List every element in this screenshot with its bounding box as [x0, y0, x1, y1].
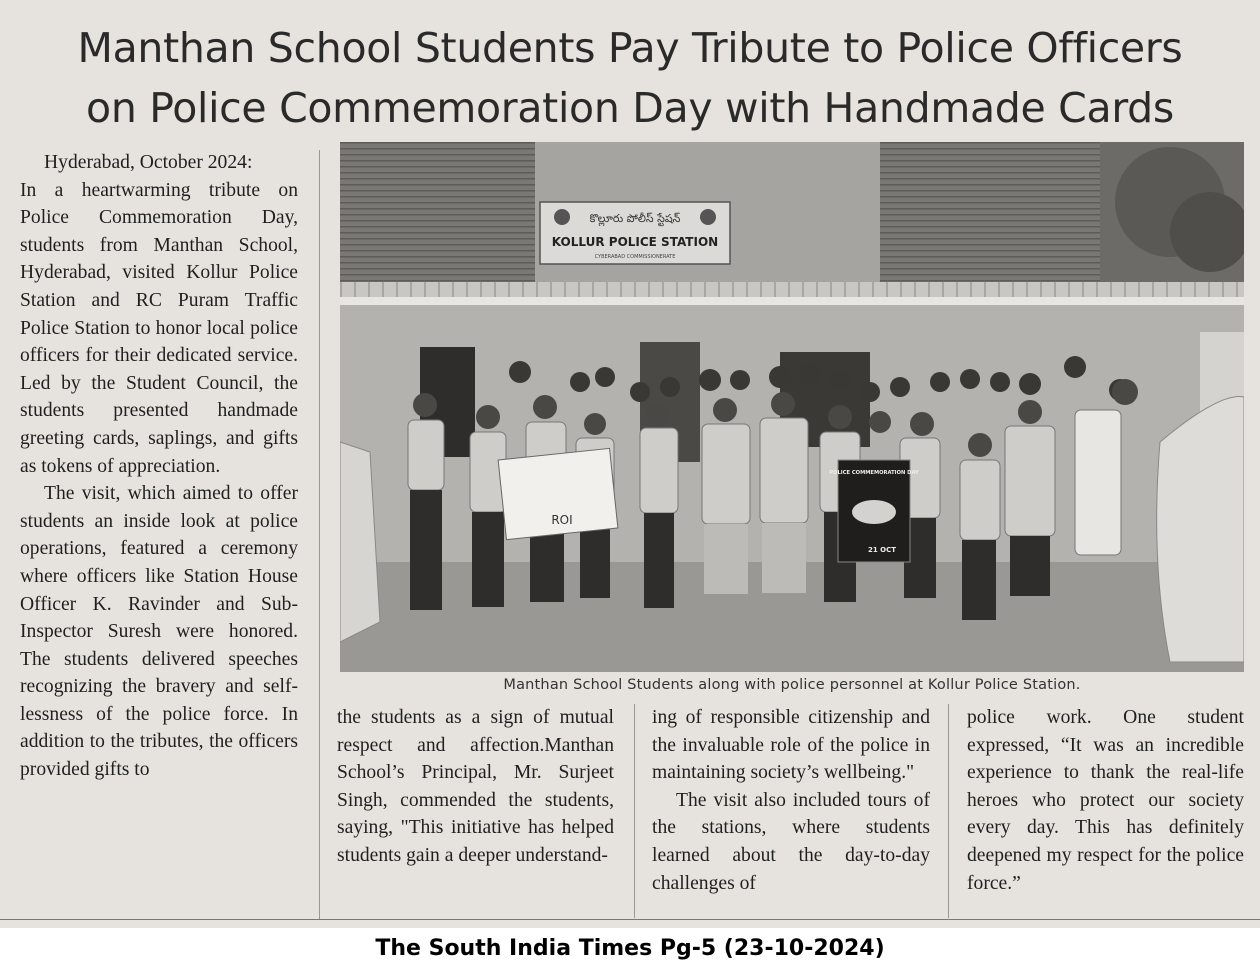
sign-script-text: కొల్లూరు పోలీస్ స్టేషన్ — [589, 212, 681, 225]
column-rule — [319, 150, 320, 920]
photo-illustration — [340, 142, 1244, 672]
photo-caption: Manthan School Students along with police personnel at Kollur Police Station. — [503, 677, 1081, 693]
article-paragraph-1: In a heartwarming tribute on Police Commemoration Day, students from Manthan School, Hyderabad, visited Kollur Police Station and RC Puram Traffic Police Station to honor local police officers for their dedicated service. Led by the Student Council, the students presented handmade greeting cards, saplings, and gifts as tokens of appreciation. — [20, 179, 298, 477]
article-column-2 — [337, 704, 614, 870]
article-column-1 — [20, 149, 298, 784]
clipping-border — [0, 919, 1260, 920]
sign-name-text: KOLLUR POLICE STATION — [551, 235, 719, 249]
poster-date: 21 OCT — [867, 546, 896, 554]
article-column-4 — [967, 704, 1244, 897]
source-footer: The South India Times Pg-5 (23-10-2024) — [375, 936, 885, 961]
article-paragraph-4: ing of responsible citizenship and the invaluable role of the police in maintaining society’s wellbeing." — [652, 707, 930, 784]
article-paragraph-3: the students as a sign of mutual respect and affection.Manthan School’s Principal, Mr. Surjeet Singh, commended the students, saying, "This initiative has helped students gain a deeper understand- — [337, 707, 614, 866]
article-column-3 — [652, 704, 930, 897]
headline — [0, 18, 1260, 138]
article-paragraph-6: police work. One student expressed, “It was an incredible experience to thank the real-life heroes who protect our society every day. This has definitely deepened my respect for the police force.” — [967, 707, 1244, 894]
column-rule — [634, 704, 635, 918]
handmade-card — [498, 448, 618, 539]
sign-sub-text: CYBERABAD COMMISSIONERATE — [594, 254, 676, 260]
article-paragraph-5: The visit also included tours of the stations, where students learned about the day-to-day challenges of — [652, 789, 930, 894]
column-rule — [948, 704, 949, 918]
headline-line-2: on Police Commemoration Day with Handmade Cards — [86, 84, 1174, 132]
article-paragraph-2: The visit, which aimed to offer students an inside look at police operations, featured a ceremony where officers like Station House Officer K. Ravinder and Sub-Inspector Suresh were honored. The students delivered speeches recognizing the bravery and selflessness of the police force. In addition to the tributes, the officers provided gifts to — [20, 483, 298, 781]
headline-line-1: Manthan School Students Pay Tribute to Police Officers — [77, 24, 1183, 72]
commemoration-poster — [829, 460, 919, 562]
card-text: ROI — [551, 513, 573, 527]
poster-title: POLICE COMMEMORATION DAY — [829, 470, 919, 476]
news-photo — [340, 142, 1244, 672]
dateline: Hyderabad, October 2024: — [44, 152, 253, 173]
